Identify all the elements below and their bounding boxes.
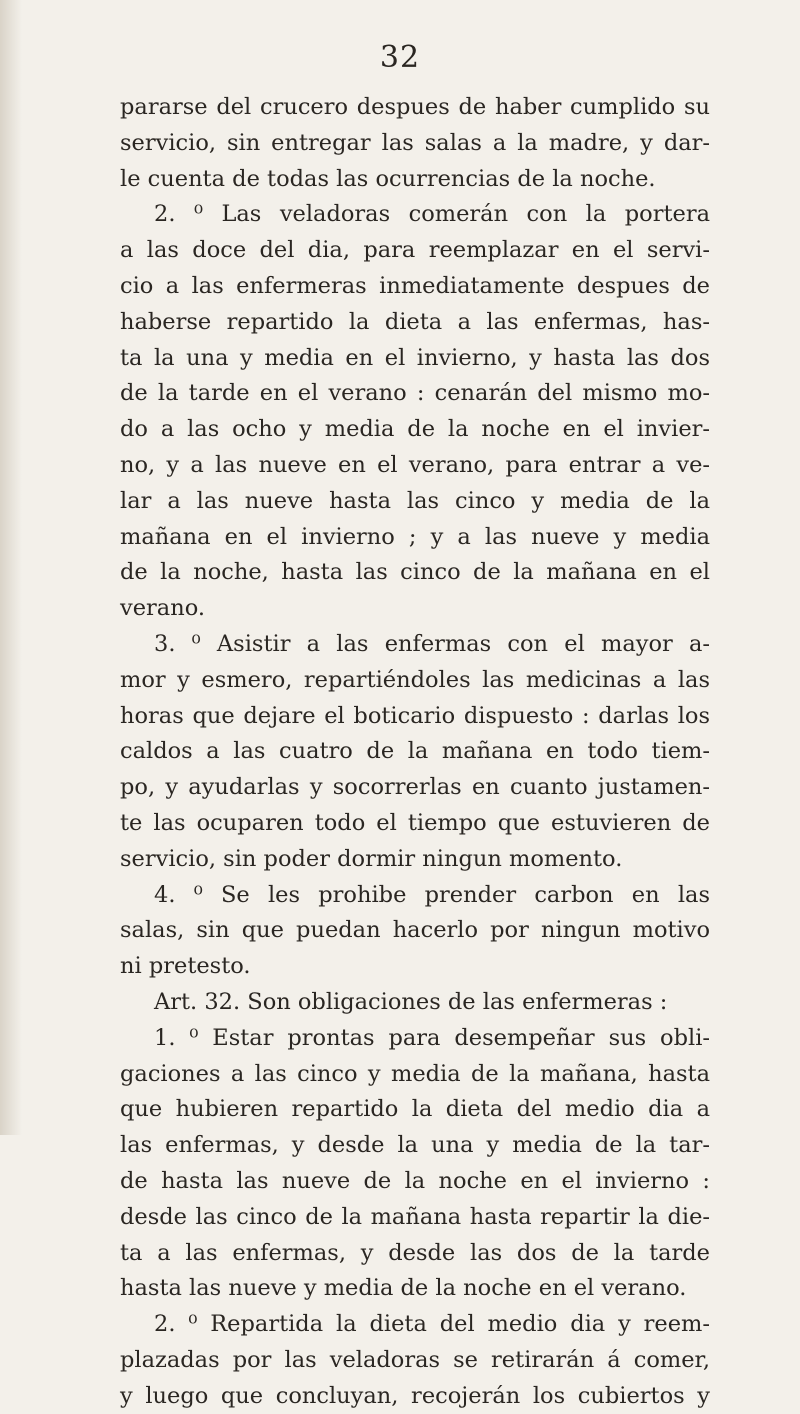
text-line: ta la una y media en el invierno, y hasta las dos — [120, 344, 710, 371]
text-line: que hubieren repartido la dieta del medio dia a — [120, 1096, 710, 1123]
text-line: no, y a las nueve en el verano, para entrar a ve- — [120, 451, 710, 478]
text-line: le cuenta de todas las ocurrencias de la noche. — [120, 165, 656, 192]
text-line: horas que dejare el boticario dispuesto : darlas los — [120, 702, 710, 729]
text-line: 3. ⁰ Asistir a las enfermas con el mayor a- — [154, 630, 710, 657]
text-line: lar a las nueve hasta las cinco y media de la — [120, 487, 710, 514]
text-line: de la tarde en el verano : cenarán del mismo mo- — [120, 380, 710, 407]
text-line: mañana en el invierno ; y a las nueve y media — [120, 523, 710, 550]
text-line: de la noche, hasta las cinco de la mañana en el — [120, 559, 710, 586]
text-line: 2. ⁰ Las veladoras comerán con la portera — [154, 201, 710, 228]
text-line: pararse del crucero despues de haber cumplido su — [120, 94, 710, 120]
text-line: servicio, sin entregar las salas a la madre, y dar- — [120, 129, 710, 156]
text-line: 4. ⁰ Se les prohibe prender carbon en las — [154, 881, 710, 908]
text-line: a las doce del dia, para reemplazar en el servi- — [120, 237, 710, 264]
text-line: salas, sin que puedan hacerlo por ningun motivo — [120, 917, 710, 944]
text-line: plazadas por las veladoras se retirarán á comer, — [120, 1346, 710, 1373]
text-line: cio a las enfermeras inmediatamente despues de — [120, 272, 710, 299]
body-text — [120, 90, 710, 1414]
text-line: hasta las nueve y media de la noche en el verano. — [120, 1275, 687, 1302]
text-line: po, y ayudarlas y socorrerlas en cuanto justamen- — [120, 774, 710, 801]
page-number: 32 — [379, 40, 421, 75]
text-line: las enfermas, y desde la una y media de la tar- — [120, 1132, 710, 1159]
text-line: 1. ⁰ Estar prontas para desempeñar sus obli- — [154, 1024, 710, 1051]
text-line: servicio, sin poder dormir ningun momento. — [120, 845, 623, 872]
text-line: desde las cinco de la mañana hasta repartir la die- — [120, 1203, 710, 1230]
text-line: de hasta las nueve de la noche en el invierno : — [120, 1167, 710, 1194]
text-line: te las ocuparen todo el tiempo que estuvieren de — [120, 809, 710, 836]
text-line: y luego que concluyan, recojerán los cubiertos y — [120, 1382, 710, 1409]
text-line: mor y esmero, repartiéndoles las medicinas a las — [120, 666, 710, 693]
page-edge-shadow — [0, 0, 22, 1135]
text-line: haberse repartido la dieta a las enfermas, has- — [120, 308, 710, 335]
text-line: Art. 32. Son obligaciones de las enfermeras : — [154, 988, 668, 1015]
text-line: ni pretesto. — [120, 953, 251, 980]
text-line: gaciones a las cinco y media de la mañana, hasta — [120, 1060, 710, 1087]
text-line: ta a las enfermas, y desde las dos de la tarde — [120, 1239, 710, 1266]
text-line: caldos a las cuatro de la mañana en todo tiem- — [120, 738, 710, 765]
text-line: 2. ⁰ Repartida la dieta del medio dia y reem- — [154, 1311, 710, 1338]
text-line: verano. — [120, 595, 205, 622]
text-line: do a las ocho y media de la noche en el invier- — [120, 416, 710, 443]
